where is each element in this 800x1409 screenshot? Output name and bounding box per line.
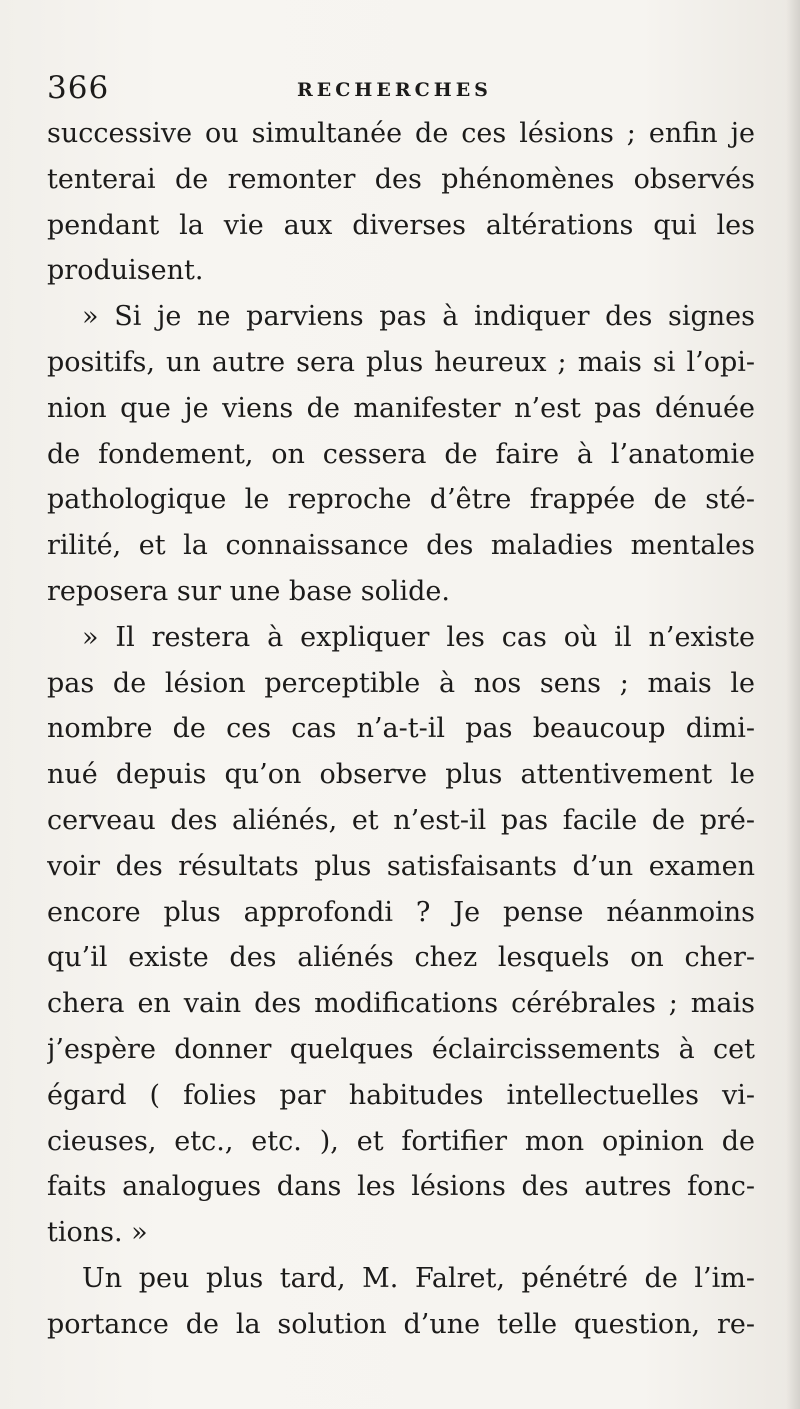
text-line: j’espère donner quelques éclaircissements à cet <box>47 1033 755 1065</box>
text-line: tions. » <box>47 1217 148 1249</box>
body-text <box>47 111 755 1348</box>
text-line: nué depuis qu’on observe plus attentivement le <box>47 759 755 791</box>
page-number: 366 <box>47 70 110 106</box>
text-line: pas de lésion perceptible à nos sens ; mais le <box>47 667 755 699</box>
text-line: nombre de ces cas n’a-t-il pas beaucoup dimi- <box>47 713 755 745</box>
text-line: tenterai de remonter des phénomènes observés <box>47 163 755 195</box>
text-line: successive ou simultanée de ces lésions ; enfin je <box>47 118 755 149</box>
text-line: cerveau des aliénés, et n’est-il pas facile de pré- <box>47 804 755 836</box>
text-line: produisent. <box>47 255 204 287</box>
text-line: égard ( folies par habitudes intellectuelles vi- <box>47 1079 755 1111</box>
text-line: portance de la solution d’une telle question, re- <box>47 1308 755 1340</box>
text-line: cieuses, etc., etc. ), et fortifier mon opinion de <box>47 1125 755 1157</box>
text-line: faits analogues dans les lésions des autres fonc- <box>47 1171 755 1203</box>
text-line: chera en vain des modifications cérébrales ; mais <box>47 988 755 1020</box>
page-header <box>47 66 755 110</box>
text-line: pendant la vie aux diverses altérations qui les <box>47 209 755 241</box>
text-line: qu’il existe des aliénés chez lesquels on cher- <box>47 942 755 974</box>
text-line: » Si je ne parviens pas à indiquer des signes <box>82 301 755 333</box>
running-head: RECHERCHES <box>297 79 492 101</box>
text-line: positifs, un autre sera plus heureux ; mais si l’opi- <box>47 346 755 378</box>
text-line: nion que je viens de manifester n’est pas dénuée <box>47 392 755 424</box>
text-line: Un peu plus tard, M. Falret, pénétré de l’im- <box>82 1262 755 1294</box>
text-line: pathologique le reproche d’être frappée de sté- <box>47 484 755 516</box>
text-line: encore plus approfondi ? Je pense néanmoins <box>47 896 755 928</box>
text-line: de fondement, on cessera de faire à l’anatomie <box>47 438 755 470</box>
text-line: » Il restera à expliquer les cas où il n’existe <box>82 621 755 653</box>
text-line: voir des résultats plus satisfaisants d’un examen <box>47 850 755 882</box>
text-line: rilité, et la connaissance des maladies mentales <box>47 530 755 562</box>
text-line: reposera sur une base solide. <box>47 575 450 607</box>
page-edge-shadow <box>786 0 800 1409</box>
